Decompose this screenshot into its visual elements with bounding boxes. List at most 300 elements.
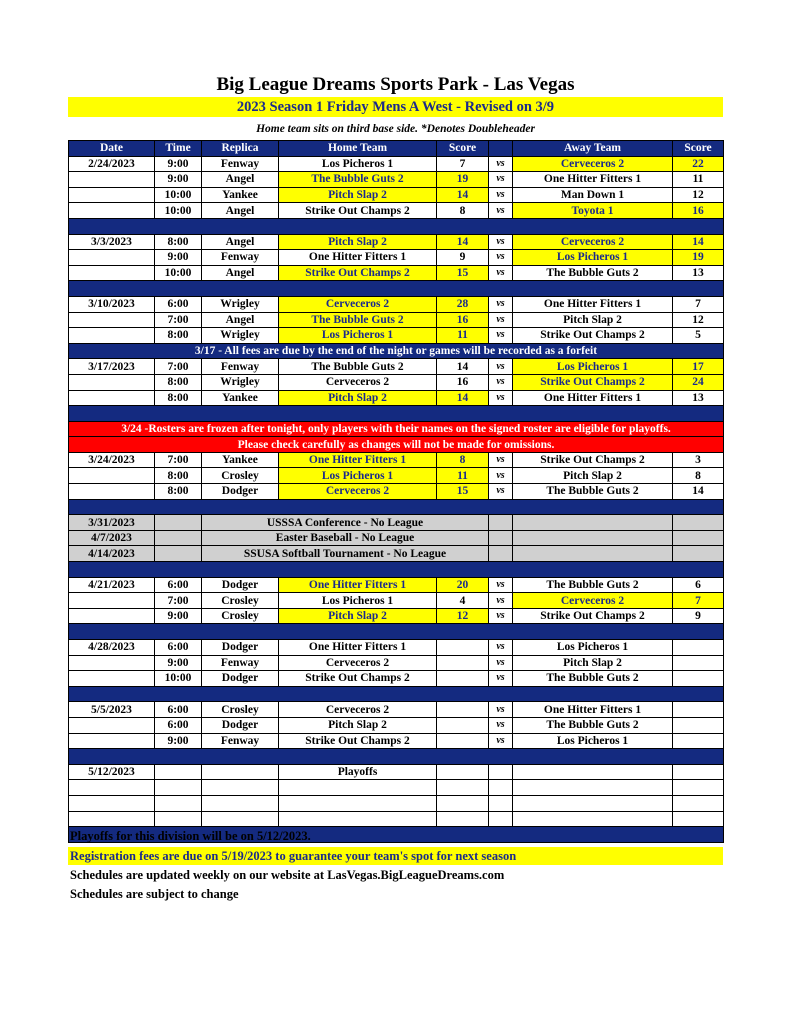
field-replica: Dodger — [202, 577, 279, 593]
away-score: 19 — [673, 250, 724, 266]
separator-row — [69, 281, 724, 297]
game-date: 4/14/2023 — [69, 546, 155, 562]
away-team: Toyota 1 — [513, 203, 673, 219]
blank-cell — [69, 811, 155, 827]
blank-cell — [202, 811, 279, 827]
game-row — [69, 234, 724, 250]
away-team: Strike Out Champs 2 — [513, 452, 673, 468]
game-row — [69, 374, 724, 390]
footer-disclaimer: Schedules are subject to change — [70, 887, 239, 901]
page-title: Big League Dreams Sports Park - Las Vegas — [216, 74, 575, 95]
away-score — [673, 764, 724, 780]
away-team: Strike Out Champs 2 — [513, 374, 673, 390]
game-row — [69, 187, 724, 203]
vs-label: vs — [489, 312, 513, 328]
vs-label: vs — [489, 328, 513, 344]
game-date — [69, 312, 155, 328]
no-league-row — [69, 530, 724, 546]
game-date — [69, 172, 155, 188]
field-replica: Wrigley — [202, 374, 279, 390]
game-row — [69, 468, 724, 484]
field-replica: Wrigley — [202, 296, 279, 312]
home-score — [437, 655, 489, 671]
away-score: 14 — [673, 484, 724, 500]
game-date: 4/21/2023 — [69, 577, 155, 593]
away-team: Man Down 1 — [513, 187, 673, 203]
blank-cell — [513, 780, 673, 796]
game-time: 10:00 — [155, 203, 202, 219]
game-date — [69, 390, 155, 406]
no-league-row — [69, 546, 724, 562]
column-header: Home Team — [279, 141, 437, 157]
home-team: The Bubble Guts 2 — [279, 359, 437, 375]
away-team: The Bubble Guts 2 — [513, 484, 673, 500]
game-row — [69, 265, 724, 281]
away-team: The Bubble Guts 2 — [513, 671, 673, 687]
game-row — [69, 655, 724, 671]
home-score: 14 — [437, 359, 489, 375]
home-score: 8 — [437, 452, 489, 468]
home-score: 11 — [437, 328, 489, 344]
field-replica: Wrigley — [202, 328, 279, 344]
game-date — [69, 671, 155, 687]
away-team: Los Picheros 1 — [513, 359, 673, 375]
game-date: 3/31/2023 — [69, 515, 155, 531]
home-score: 14 — [437, 187, 489, 203]
game-date — [69, 484, 155, 500]
game-date: 3/3/2023 — [69, 234, 155, 250]
home-score: 20 — [437, 577, 489, 593]
field-replica: Fenway — [202, 359, 279, 375]
home-team: Los Picheros 1 — [279, 328, 437, 344]
game-row — [69, 608, 724, 624]
game-row — [69, 452, 724, 468]
game-row — [69, 577, 724, 593]
field-replica: Fenway — [202, 156, 279, 172]
event-text: Easter Baseball - No League — [202, 530, 489, 546]
blank-cell — [513, 811, 673, 827]
home-team: Cerveceros 2 — [279, 702, 437, 718]
column-header: Date — [69, 141, 155, 157]
home-team: The Bubble Guts 2 — [279, 172, 437, 188]
away-team: One Hitter Fitters 1 — [513, 172, 673, 188]
game-date: 5/12/2023 — [69, 764, 155, 780]
field-replica: Angel — [202, 312, 279, 328]
separator-cell — [69, 686, 724, 702]
vs-label: vs — [489, 671, 513, 687]
home-team: Strike Out Champs 2 — [279, 265, 437, 281]
vs-label: vs — [489, 577, 513, 593]
home-team: Strike Out Champs 2 — [279, 671, 437, 687]
game-time: 7:00 — [155, 359, 202, 375]
vs-label: vs — [489, 655, 513, 671]
game-date: 3/17/2023 — [69, 359, 155, 375]
away-score: 13 — [673, 390, 724, 406]
away-team: The Bubble Guts 2 — [513, 717, 673, 733]
away-score: 12 — [673, 312, 724, 328]
field-replica — [202, 764, 279, 780]
home-score: 28 — [437, 296, 489, 312]
column-header — [489, 141, 513, 157]
game-time: 9:00 — [155, 655, 202, 671]
blank-cell — [279, 780, 437, 796]
home-team: The Bubble Guts 2 — [279, 312, 437, 328]
home-team: Strike Out Champs 2 — [279, 733, 437, 749]
vs-label: vs — [489, 717, 513, 733]
blank-cell — [69, 780, 155, 796]
alert-text: Please check carefully as changes will not be made for omissions. — [69, 437, 724, 453]
game-time: 8:00 — [155, 374, 202, 390]
alert-row — [69, 437, 724, 453]
game-date — [69, 265, 155, 281]
game-row — [69, 593, 724, 609]
separator-cell — [69, 218, 724, 234]
away-team: Cerveceros 2 — [513, 234, 673, 250]
field-replica: Dodger — [202, 717, 279, 733]
away-score — [673, 640, 724, 656]
game-row — [69, 156, 724, 172]
away-cell — [513, 546, 673, 562]
blank-cell — [437, 795, 489, 811]
home-team: Pitch Slap 2 — [279, 234, 437, 250]
away-score: 11 — [673, 172, 724, 188]
vs-label — [489, 764, 513, 780]
home-team: One Hitter Fitters 1 — [279, 577, 437, 593]
separator-row — [69, 686, 724, 702]
field-replica: Angel — [202, 234, 279, 250]
away-team: One Hitter Fitters 1 — [513, 390, 673, 406]
field-replica: Angel — [202, 203, 279, 219]
away-score: 7 — [673, 296, 724, 312]
separator-row — [69, 749, 724, 765]
away-score: 7 — [673, 593, 724, 609]
home-score: 8 — [437, 203, 489, 219]
game-time: 10:00 — [155, 671, 202, 687]
no-league-row — [69, 515, 724, 531]
home-team: Cerveceros 2 — [279, 296, 437, 312]
away-score: 6 — [673, 577, 724, 593]
blank-cell — [673, 780, 724, 796]
away-team: The Bubble Guts 2 — [513, 265, 673, 281]
blank-cell — [437, 780, 489, 796]
away-score: 14 — [673, 234, 724, 250]
score-cell — [673, 515, 724, 531]
game-row — [69, 328, 724, 344]
away-score — [673, 655, 724, 671]
game-time: 7:00 — [155, 312, 202, 328]
away-team: Pitch Slap 2 — [513, 468, 673, 484]
game-time: 6:00 — [155, 702, 202, 718]
game-time: 9:00 — [155, 733, 202, 749]
vs-cell — [489, 530, 513, 546]
game-row — [69, 717, 724, 733]
separator-cell — [69, 281, 724, 297]
home-team: Los Picheros 1 — [279, 593, 437, 609]
vs-label: vs — [489, 172, 513, 188]
home-score — [437, 717, 489, 733]
notice-text: 3/17 - All fees are due by the end of the night or games will be recorded as a forfeit — [69, 343, 724, 359]
vs-label: vs — [489, 452, 513, 468]
game-time: 8:00 — [155, 484, 202, 500]
game-row — [69, 733, 724, 749]
away-cell — [513, 515, 673, 531]
game-row — [69, 484, 724, 500]
footer-website: Schedules are updated weekly on our website at LasVegas.BigLeagueDreams.com — [70, 868, 505, 882]
game-date: 4/28/2023 — [69, 640, 155, 656]
vs-label: vs — [489, 484, 513, 500]
footer-playoffs: Playoffs for this division will be on 5/12/2023. — [70, 829, 311, 843]
game-date — [69, 328, 155, 344]
field-replica: Crosley — [202, 468, 279, 484]
away-team: Strike Out Champs 2 — [513, 608, 673, 624]
game-time: 8:00 — [155, 390, 202, 406]
game-date: 4/7/2023 — [69, 530, 155, 546]
blank-row — [69, 780, 724, 796]
home-score: 14 — [437, 390, 489, 406]
home-score: 9 — [437, 250, 489, 266]
field-replica: Angel — [202, 265, 279, 281]
home-team: One Hitter Fitters 1 — [279, 452, 437, 468]
vs-label: vs — [489, 390, 513, 406]
schedule-table — [68, 140, 724, 843]
vs-label: vs — [489, 265, 513, 281]
blank-row — [69, 811, 724, 827]
vs-label: vs — [489, 608, 513, 624]
field-replica: Dodger — [202, 671, 279, 687]
alert-row — [69, 421, 724, 437]
season-subtitle: 2023 Season 1 Friday Mens A West - Revised on 3/9 — [68, 97, 723, 117]
home-score — [437, 640, 489, 656]
separator-cell — [69, 749, 724, 765]
away-team: Cerveceros 2 — [513, 156, 673, 172]
field-replica: Crosley — [202, 608, 279, 624]
away-score: 22 — [673, 156, 724, 172]
game-date: 5/5/2023 — [69, 702, 155, 718]
home-score: 14 — [437, 234, 489, 250]
home-score — [437, 733, 489, 749]
vs-label: vs — [489, 156, 513, 172]
vs-label: vs — [489, 359, 513, 375]
away-score — [673, 733, 724, 749]
field-replica: Yankee — [202, 187, 279, 203]
field-replica: Fenway — [202, 733, 279, 749]
game-row — [69, 702, 724, 718]
game-time: 9:00 — [155, 250, 202, 266]
away-score: 3 — [673, 452, 724, 468]
blank-cell — [202, 795, 279, 811]
alert-text: 3/24 -Rosters are frozen after tonight, only players with their names on the signed roster are eligible for playoffs. — [69, 421, 724, 437]
home-score: 16 — [437, 374, 489, 390]
game-time: 9:00 — [155, 156, 202, 172]
away-team: One Hitter Fitters 1 — [513, 702, 673, 718]
home-team: One Hitter Fitters 1 — [279, 250, 437, 266]
score-cell — [673, 530, 724, 546]
game-row — [69, 359, 724, 375]
game-row — [69, 312, 724, 328]
home-team: One Hitter Fitters 1 — [279, 640, 437, 656]
field-replica: Angel — [202, 172, 279, 188]
home-score: 4 — [437, 593, 489, 609]
home-team: Strike Out Champs 2 — [279, 203, 437, 219]
away-team: Los Picheros 1 — [513, 640, 673, 656]
game-time: 6:00 — [155, 640, 202, 656]
game-time: 10:00 — [155, 187, 202, 203]
blank-cell — [155, 780, 202, 796]
away-team: Cerveceros 2 — [513, 593, 673, 609]
column-header: Score — [437, 141, 489, 157]
away-cell — [513, 530, 673, 546]
game-time: 8:00 — [155, 468, 202, 484]
game-date — [69, 717, 155, 733]
blank-cell — [489, 795, 513, 811]
field-replica: Crosley — [202, 702, 279, 718]
column-header: Away Team — [513, 141, 673, 157]
separator-row — [69, 562, 724, 578]
game-row — [69, 390, 724, 406]
game-time: 7:00 — [155, 593, 202, 609]
home-team: Cerveceros 2 — [279, 655, 437, 671]
away-score: 5 — [673, 328, 724, 344]
home-team: Los Picheros 1 — [279, 468, 437, 484]
game-time: 10:00 — [155, 265, 202, 281]
blank-cell — [279, 811, 437, 827]
vs-label: vs — [489, 250, 513, 266]
vs-label: vs — [489, 203, 513, 219]
away-score — [673, 671, 724, 687]
blank-cell — [155, 811, 202, 827]
away-team — [513, 764, 673, 780]
game-date — [69, 655, 155, 671]
game-row — [69, 764, 724, 780]
away-score: 16 — [673, 203, 724, 219]
home-team: Los Picheros 1 — [279, 156, 437, 172]
separator-cell — [69, 562, 724, 578]
home-team: Pitch Slap 2 — [279, 717, 437, 733]
vs-label: vs — [489, 374, 513, 390]
vs-label: vs — [489, 640, 513, 656]
game-date — [69, 593, 155, 609]
game-row — [69, 671, 724, 687]
game-time: 9:00 — [155, 172, 202, 188]
blank-cell — [513, 795, 673, 811]
away-team: Pitch Slap 2 — [513, 655, 673, 671]
column-header: Time — [155, 141, 202, 157]
field-replica: Fenway — [202, 250, 279, 266]
game-date: 3/24/2023 — [69, 452, 155, 468]
game-date — [69, 203, 155, 219]
field-replica: Dodger — [202, 640, 279, 656]
vs-label: vs — [489, 296, 513, 312]
away-score: 13 — [673, 265, 724, 281]
away-team: The Bubble Guts 2 — [513, 577, 673, 593]
away-score: 9 — [673, 608, 724, 624]
home-team: Pitch Slap 2 — [279, 187, 437, 203]
blank-cell — [202, 780, 279, 796]
game-row — [69, 250, 724, 266]
home-score: 16 — [437, 312, 489, 328]
score-cell — [673, 546, 724, 562]
event-text: USSSA Conference - No League — [202, 515, 489, 531]
game-time: 8:00 — [155, 328, 202, 344]
separator-row — [69, 499, 724, 515]
home-score — [437, 764, 489, 780]
home-score: 7 — [437, 156, 489, 172]
separator-row — [69, 624, 724, 640]
away-team: Los Picheros 1 — [513, 733, 673, 749]
away-score: 24 — [673, 374, 724, 390]
home-score: 11 — [437, 468, 489, 484]
away-score — [673, 702, 724, 718]
game-time: 6:00 — [155, 296, 202, 312]
table-header-row — [69, 141, 724, 157]
game-row — [69, 172, 724, 188]
away-score: 17 — [673, 359, 724, 375]
separator-row — [69, 406, 724, 422]
home-team: Pitch Slap 2 — [279, 390, 437, 406]
field-replica: Fenway — [202, 655, 279, 671]
column-header: Replica — [202, 141, 279, 157]
vs-label: vs — [489, 234, 513, 250]
blank-cell — [69, 795, 155, 811]
home-team: Cerveceros 2 — [279, 484, 437, 500]
game-time — [155, 764, 202, 780]
event-text: SSUSA Softball Tournament - No League — [202, 546, 489, 562]
game-date: 2/24/2023 — [69, 156, 155, 172]
vs-label: vs — [489, 187, 513, 203]
game-date — [69, 250, 155, 266]
away-score: 12 — [673, 187, 724, 203]
field-replica: Dodger — [202, 484, 279, 500]
game-date — [69, 468, 155, 484]
home-score: 19 — [437, 172, 489, 188]
game-time: 6:00 — [155, 577, 202, 593]
away-score: 8 — [673, 468, 724, 484]
field-replica: Yankee — [202, 452, 279, 468]
home-score: 12 — [437, 608, 489, 624]
separator-cell — [69, 624, 724, 640]
time-cell — [155, 530, 202, 546]
blank-row — [69, 795, 724, 811]
home-team: Playoffs — [279, 764, 437, 780]
away-team: Los Picheros 1 — [513, 250, 673, 266]
blank-cell — [489, 780, 513, 796]
vs-label: vs — [489, 468, 513, 484]
game-time: 6:00 — [155, 717, 202, 733]
game-time: 7:00 — [155, 452, 202, 468]
game-date: 3/10/2023 — [69, 296, 155, 312]
home-team: Cerveceros 2 — [279, 374, 437, 390]
column-header: Score — [673, 141, 724, 157]
field-replica: Crosley — [202, 593, 279, 609]
home-score: 15 — [437, 484, 489, 500]
home-score — [437, 671, 489, 687]
vs-label: vs — [489, 593, 513, 609]
blank-cell — [437, 811, 489, 827]
away-score — [673, 717, 724, 733]
home-score: 15 — [437, 265, 489, 281]
blank-cell — [279, 795, 437, 811]
separator-row — [69, 218, 724, 234]
vs-cell — [489, 546, 513, 562]
blank-cell — [673, 811, 724, 827]
field-replica: Yankee — [202, 390, 279, 406]
blank-cell — [489, 811, 513, 827]
away-team: Pitch Slap 2 — [513, 312, 673, 328]
vs-cell — [489, 515, 513, 531]
game-row — [69, 640, 724, 656]
notice-row — [69, 343, 724, 359]
game-time: 9:00 — [155, 608, 202, 624]
